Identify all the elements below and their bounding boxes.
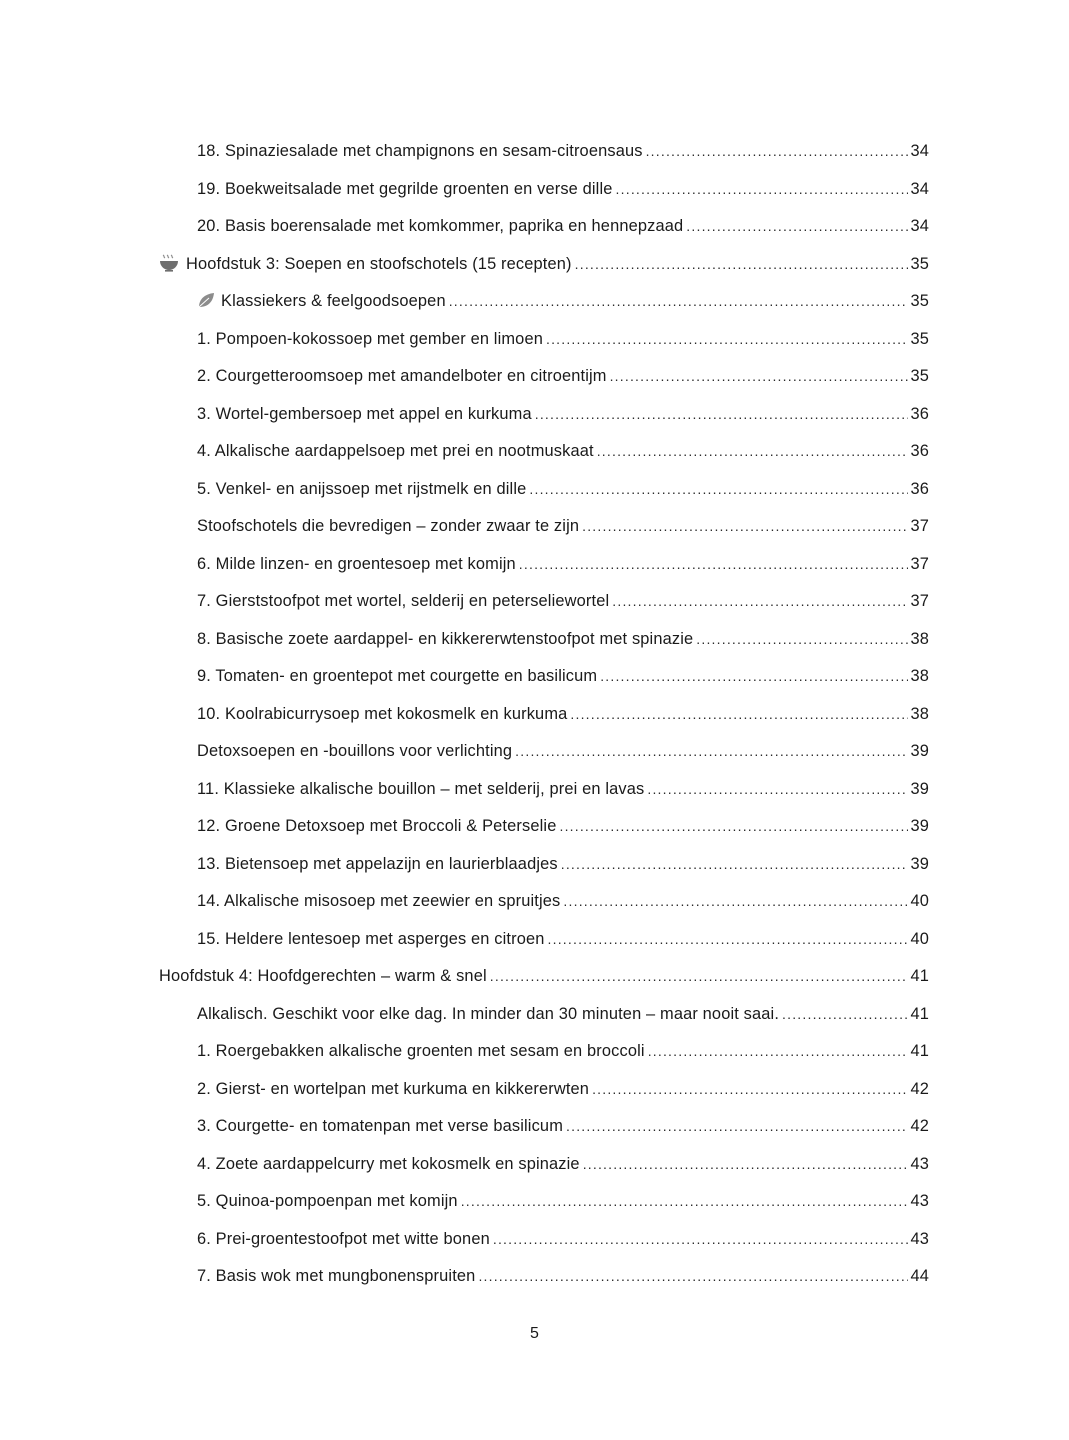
dot-leader: [546, 331, 908, 347]
toc-entry-title: [197, 667, 597, 686]
toc-entry-title: [197, 930, 545, 949]
dot-leader: [561, 856, 909, 872]
dot-leader: [686, 218, 908, 234]
dot-leader: [493, 1231, 909, 1247]
toc-page-number: 43: [910, 1154, 929, 1173]
toc-entry-text: 4. Zoete aardappelcurry met kokosmelk en spinazie: [197, 1154, 580, 1173]
toc-entry-text: 2. Gierst- en wortelpan met kurkuma en kikkererwten: [197, 1079, 590, 1098]
toc-entry-title: [197, 517, 579, 536]
toc-entry-text: 1. Pompoen-kokossoep met gember en limoen: [197, 329, 543, 348]
dot-leader: [582, 518, 908, 534]
toc-entry-text: 12. Groene Detoxsoep met Broccoli & Peterselie: [197, 817, 557, 836]
toc-page-number: 36: [910, 442, 929, 461]
dot-leader: [515, 743, 908, 759]
toc-entry-row[interactable]: [0, 621, 1069, 659]
toc-entry-row[interactable]: [0, 208, 1069, 246]
toc-page-number: 35: [910, 292, 929, 311]
toc-chapter-row[interactable]: [0, 246, 1069, 284]
toc-entry-title: [197, 1042, 645, 1061]
toc-page-number: 42: [910, 1117, 929, 1136]
toc-page-number: 40: [910, 892, 929, 911]
toc-entry-title: [197, 855, 558, 874]
dot-leader: [610, 368, 909, 384]
toc-page-number: 44: [910, 1267, 929, 1286]
dot-leader: [616, 181, 909, 197]
toc-page-number: 43: [910, 1229, 929, 1248]
soup-bowl-icon: [159, 254, 179, 272]
toc-entry-row[interactable]: [0, 133, 1069, 171]
toc-entry-row[interactable]: [0, 921, 1069, 959]
toc-entry-text: 14. Alkalische misosoep met zeewier en spruitjes: [197, 892, 561, 911]
toc-entry-title: [197, 592, 609, 611]
toc-page-number: 37: [910, 592, 929, 611]
toc-entry-title: [197, 1192, 458, 1211]
toc-entry-row[interactable]: [0, 808, 1069, 846]
dot-leader: [449, 293, 909, 309]
toc-entry-text: 6. Milde linzen- en groentesoep met komijn: [197, 554, 516, 573]
toc-entry-row[interactable]: [0, 396, 1069, 434]
toc-entry-text: 6. Prei-groentestoofpot met witte bonen: [197, 1229, 490, 1248]
toc-entry-title: [197, 367, 607, 386]
toc-entry-row[interactable]: [0, 283, 1069, 321]
toc-page-number: 39: [910, 854, 929, 873]
toc-entry-row[interactable]: [0, 1183, 1069, 1221]
toc-entry-text: 7. Basis wok met mungbonenspruiten: [197, 1267, 476, 1286]
toc-entry-text: 10. Koolrabicurrysoep met kokosmelk en kurkuma: [197, 704, 568, 723]
dot-leader: [583, 1156, 909, 1172]
toc-page-number: 42: [910, 1079, 929, 1098]
toc-entry-title: [197, 405, 532, 424]
toc-page-number: 35: [910, 254, 929, 273]
leaf-icon: [197, 292, 216, 309]
toc-entry-title: [197, 217, 683, 236]
toc-page-number: 41: [910, 1042, 929, 1061]
dot-leader: [612, 593, 908, 609]
toc-entry-text: 4. Alkalische aardappelsoep met prei en nootmuskaat: [197, 442, 594, 461]
toc-entry-row[interactable]: [0, 658, 1069, 696]
dot-leader: [548, 931, 909, 947]
toc-entry-title: [159, 255, 572, 274]
dot-leader: [648, 1043, 909, 1059]
toc-page-number: 37: [910, 517, 929, 536]
toc-entry-text: Hoofdstuk 4: Hoofdgerechten – warm & snel: [159, 967, 487, 986]
dot-leader: [519, 556, 909, 572]
toc-entry-title: [159, 967, 487, 986]
dot-leader: [600, 668, 908, 684]
toc-entry-text: Klassiekers & feelgoodsoepen: [221, 292, 446, 311]
toc-page-number: 41: [910, 967, 929, 986]
toc-entry-title: [197, 817, 556, 836]
toc-page-number: 37: [910, 554, 929, 573]
toc-page-number: 38: [910, 629, 929, 648]
table-of-contents: [0, 133, 1069, 1296]
toc-entry-row[interactable]: [0, 846, 1069, 884]
toc-entry-title: [197, 1080, 589, 1099]
toc-entry-title: [197, 142, 643, 161]
toc-entry-text: 9. Tomaten- en groentepot met courgette en basilicum: [197, 667, 598, 686]
toc-entry-text: 2. Courgetteroomsoep met amandelboter en citroentijm: [197, 367, 607, 386]
toc-entry-row[interactable]: [0, 321, 1069, 359]
toc-page-number: 35: [910, 367, 929, 386]
toc-page-number: 36: [910, 404, 929, 423]
dot-leader: [461, 1193, 909, 1209]
toc-entry-title: [197, 330, 543, 349]
toc-entry-text: 8. Basische zoete aardappel- en kikkererwtenstoofpot met spinazie: [197, 629, 694, 648]
toc-entry-title: [197, 1267, 475, 1286]
toc-page-number: 38: [910, 667, 929, 686]
toc-entry-text: 11. Klassieke alkalische bouillon – met selderij, prei en lavas: [197, 779, 645, 798]
toc-entry-row[interactable]: [0, 696, 1069, 734]
toc-entry-row[interactable]: [0, 771, 1069, 809]
dot-leader: [566, 1118, 908, 1134]
toc-page-number: 43: [910, 1192, 929, 1211]
toc-entry-title: [197, 1230, 490, 1249]
toc-entry-row[interactable]: [0, 883, 1069, 921]
toc-entry-title: [197, 630, 693, 649]
toc-entry-text: 3. Courgette- en tomatenpan met verse basilicum: [197, 1117, 564, 1136]
dot-leader: [597, 443, 909, 459]
toc-entry-text: Alkalisch. Geschikt voor elke dag. In minder dan 30 minuten – maar nooit saai.: [197, 1004, 780, 1023]
toc-entry-row[interactable]: [0, 1258, 1069, 1296]
toc-entry-row[interactable]: [0, 1146, 1069, 1184]
dot-leader: [575, 256, 909, 272]
dot-leader: [563, 893, 908, 909]
dot-leader: [478, 1268, 908, 1284]
toc-page-number: 39: [910, 779, 929, 798]
dot-leader: [529, 481, 908, 497]
dot-leader: [696, 631, 908, 647]
toc-page-number: 34: [910, 142, 929, 161]
toc-page-number: 39: [910, 817, 929, 836]
toc-entry-text: 19. Boekweitsalade met gegrilde groenten en verse dille: [197, 179, 613, 198]
toc-entry-row[interactable]: [0, 1033, 1069, 1071]
page-number: 5: [530, 1325, 539, 1342]
dot-leader: [647, 781, 908, 797]
toc-chapter-row[interactable]: [0, 958, 1069, 996]
toc-entry-row[interactable]: [0, 508, 1069, 546]
toc-entry-row[interactable]: [0, 171, 1069, 209]
toc-page-number: 36: [910, 479, 929, 498]
toc-entry-title: [197, 705, 567, 724]
dot-leader: [570, 706, 908, 722]
toc-entry-text: Hoofdstuk 3: Soepen en stoofschotels (15 recepten): [186, 254, 572, 273]
toc-entry-text: 5. Quinoa-pompoenpan met komijn: [197, 1192, 458, 1211]
toc-entry-title: [197, 292, 446, 311]
dot-leader: [559, 818, 908, 834]
toc-entry-text: 3. Wortel-gembersoep met appel en kurkuma: [197, 404, 532, 423]
toc-entry-row[interactable]: [0, 1071, 1069, 1109]
dot-leader: [646, 143, 909, 159]
toc-page-number: 35: [910, 329, 929, 348]
toc-entry-row[interactable]: [0, 1221, 1069, 1259]
toc-entry-row[interactable]: [0, 358, 1069, 396]
toc-page-number: 34: [910, 179, 929, 198]
toc-entry-title: [197, 1117, 563, 1136]
toc-page-number: 40: [910, 929, 929, 948]
toc-entry-text: Detoxsoepen en -bouillons voor verlichting: [197, 742, 513, 761]
dot-leader: [535, 406, 909, 422]
toc-entry-row[interactable]: [0, 733, 1069, 771]
toc-entry-text: 7. Gierststoofpot met wortel, selderij en peterseliewortel: [197, 592, 610, 611]
toc-entry-row[interactable]: [0, 433, 1069, 471]
toc-entry-text: Stoofschotels die bevredigen – zonder zwaar te zijn: [197, 517, 580, 536]
toc-page-number: 34: [910, 217, 929, 236]
toc-entry-row[interactable]: [0, 471, 1069, 509]
toc-entry-title: [197, 555, 516, 574]
toc-entry-row[interactable]: [0, 583, 1069, 621]
toc-entry-title: [197, 742, 512, 761]
toc-entry-title: [197, 780, 644, 799]
toc-entry-row[interactable]: [0, 1108, 1069, 1146]
dot-leader: [782, 1006, 908, 1022]
dot-leader: [592, 1081, 908, 1097]
toc-entry-text: 1. Roergebakken alkalische groenten met sesam en broccoli: [197, 1042, 645, 1061]
toc-entry-text: 18. Spinaziesalade met champignons en sesam-citroensaus: [197, 142, 643, 161]
toc-entry-title: [197, 1005, 779, 1024]
toc-entry-text: 13. Bietensoep met appelazijn en laurierblaadjes: [197, 854, 558, 873]
toc-entry-title: [197, 1155, 580, 1174]
toc-page-number: 39: [910, 742, 929, 761]
toc-entry-row[interactable]: [0, 546, 1069, 584]
toc-page-number: 38: [910, 704, 929, 723]
toc-entry-title: [197, 442, 594, 461]
dot-leader: [490, 968, 909, 984]
toc-entry-title: [197, 180, 613, 199]
toc-entry-text: 15. Heldere lentesoep met asperges en citroen: [197, 929, 545, 948]
toc-entry-text: 5. Venkel- en anijssoep met rijstmelk en dille: [197, 479, 527, 498]
toc-entry-text: 20. Basis boerensalade met komkommer, paprika en hennepzaad: [197, 217, 684, 236]
toc-entry-row[interactable]: [0, 996, 1069, 1034]
toc-entry-title: [197, 892, 560, 911]
toc-entry-title: [197, 480, 526, 499]
toc-page-number: 41: [910, 1004, 929, 1023]
